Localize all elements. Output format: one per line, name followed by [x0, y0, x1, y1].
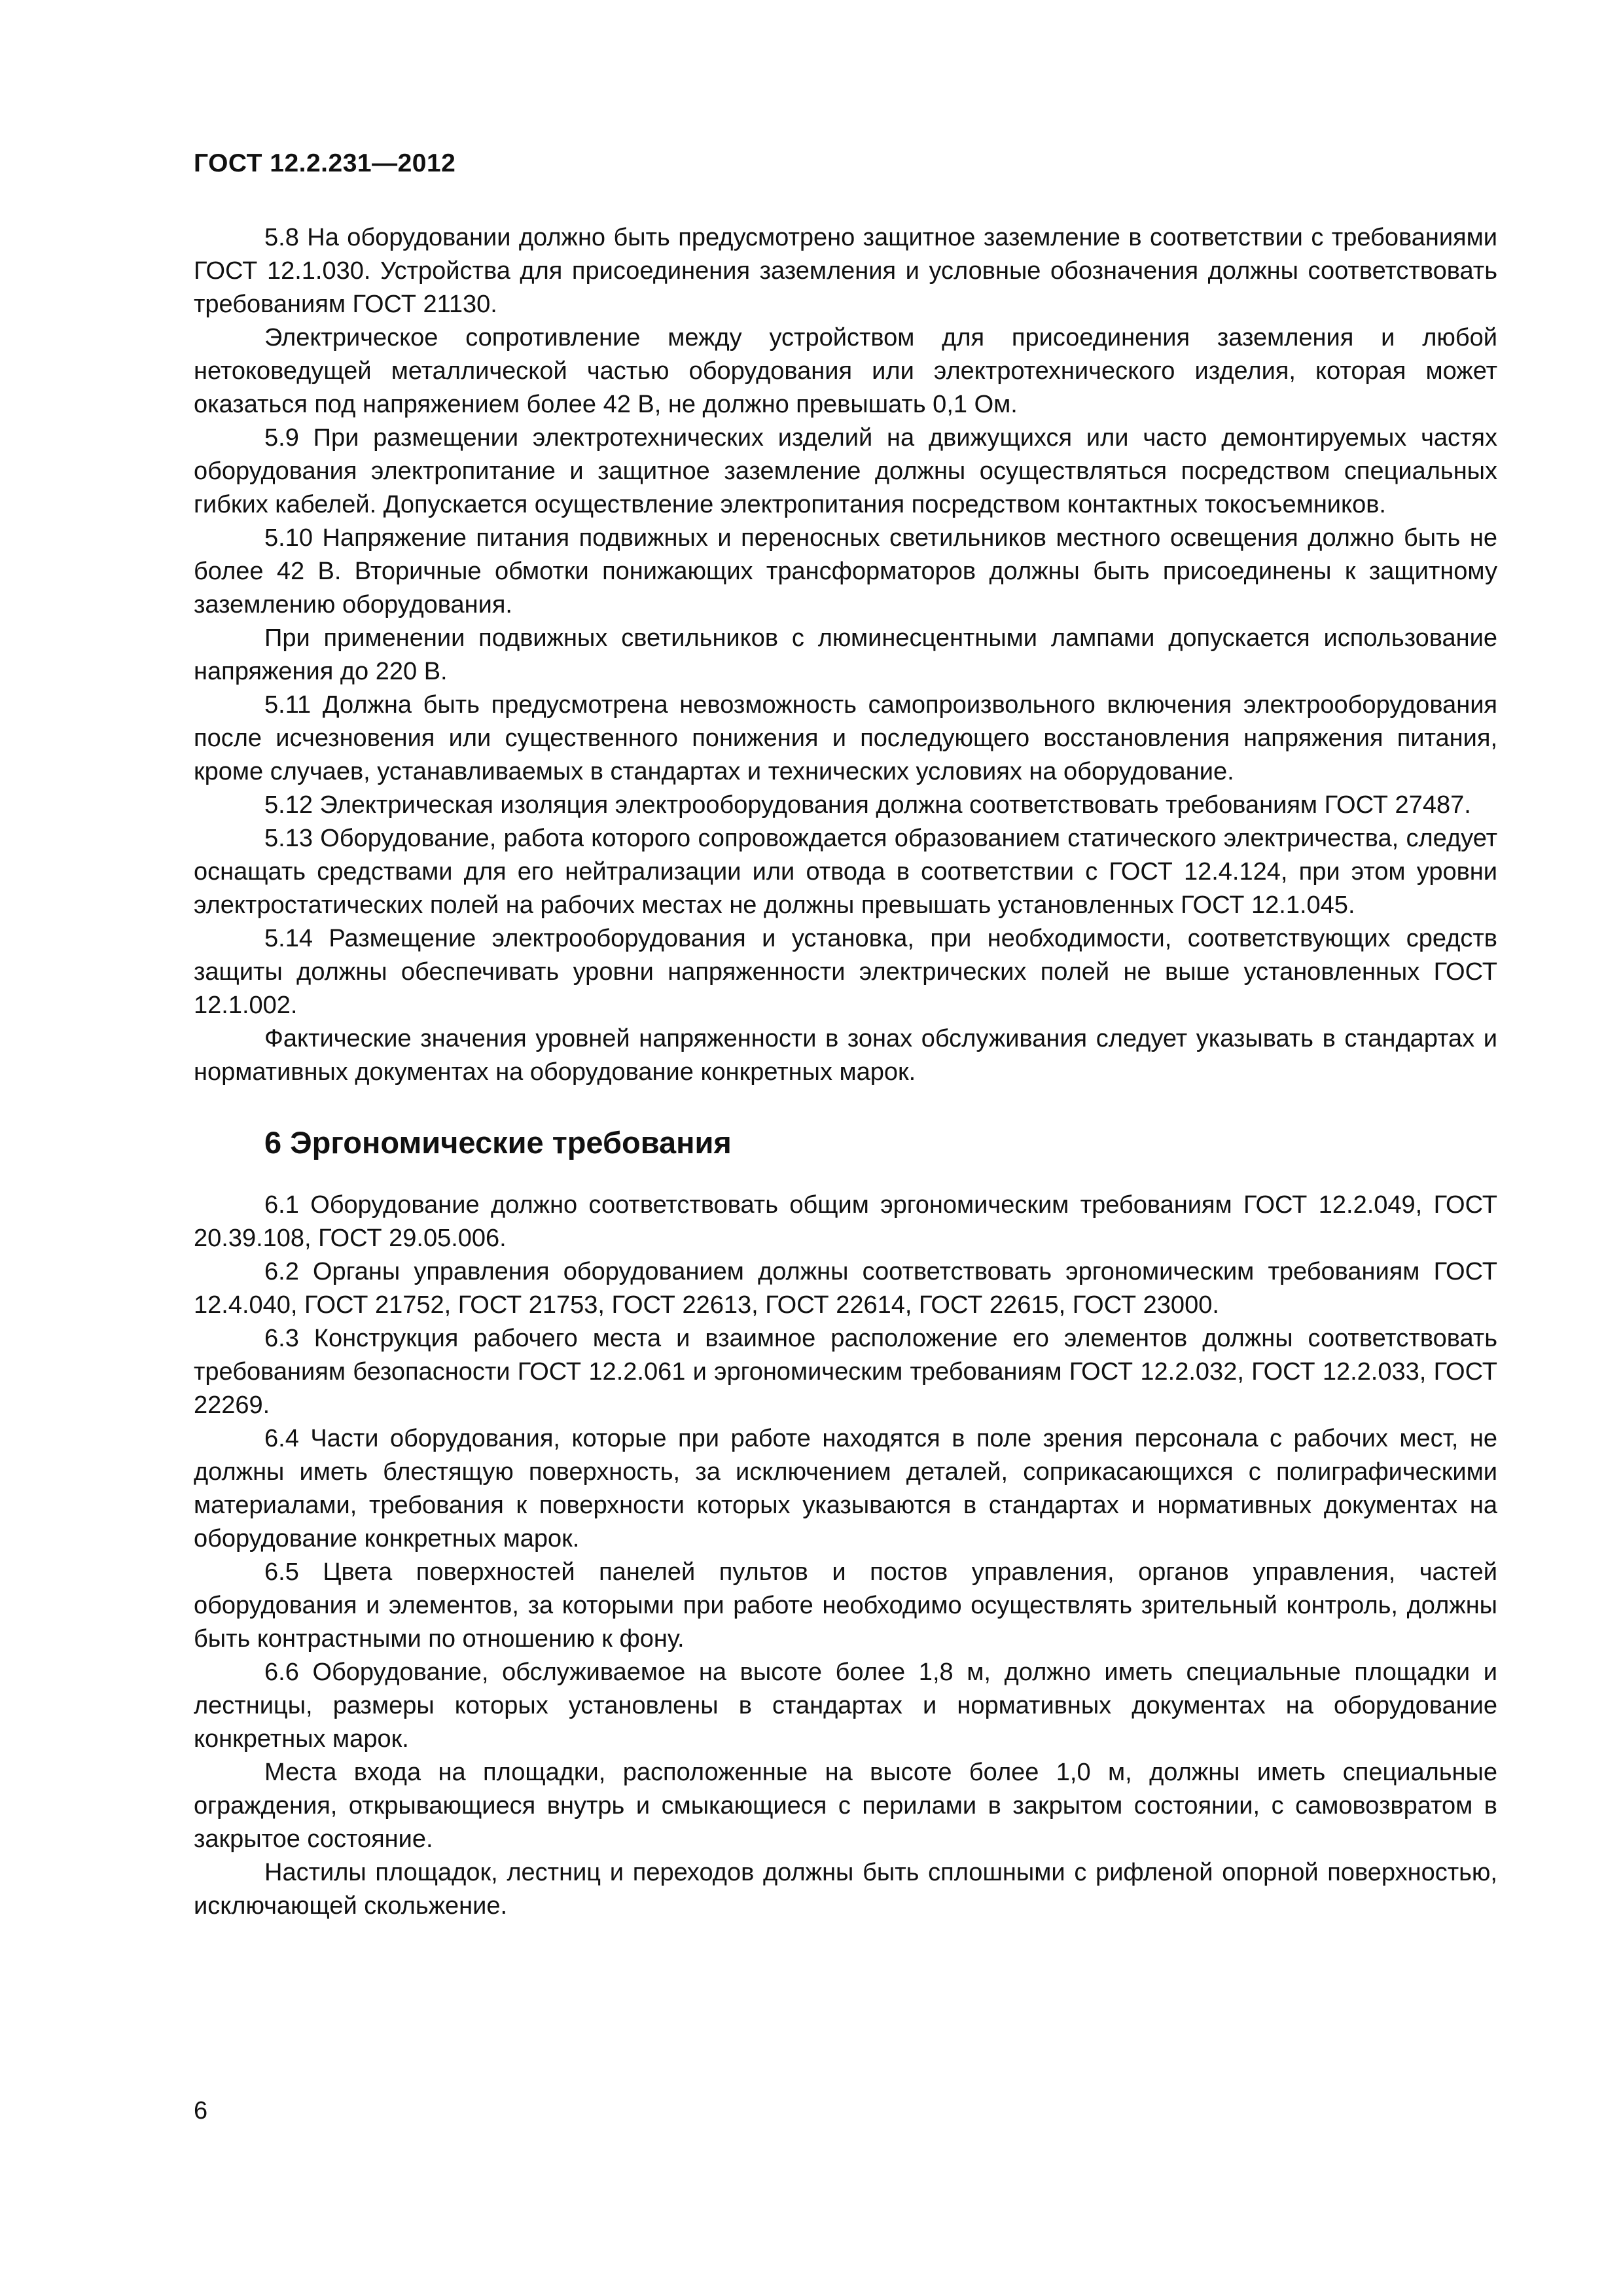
paragraph-5-9: 5.9 При размещении электротехнических изделий на движущихся или часто демонтируемых частях оборудования электропитание и защитное заземление должны осуществляться посредством специальных гибких кабелей. Допускается осуществление электропитания посредством контактных токосъемников. [194, 424, 1497, 518]
paragraph-6-6-flooring: Настилы площадок, лестниц и переходов должны быть сплошными с рифленой опорной поверхностью, исключающей скольжение. [194, 1859, 1497, 1920]
paragraph-6-5: 6.5 Цвета поверхностей панелей пультов и постов управления, органов управления, частей оборудования и элементов, за которыми при работе необходимо осуществлять зрительный контроль, должны быть контрастными по отношению к фону. [194, 1558, 1497, 1653]
paragraph-6-6-entry-points: Места входа на площадки, расположенные на высоте более 1,0 м, должны иметь специальные ограждения, открывающиеся внутрь и смыкающиеся с перилами в закрытом состоянии, с самовозвратом в закрытое состояние. [194, 1759, 1497, 1853]
paragraph-5-10-luminescent: При применении подвижных светильников с люминесцентными лампами допускается использование напряжения до 220 В. [194, 624, 1497, 685]
paragraph-5-8: 5.8 На оборудовании должно быть предусмотрено защитное заземление в соответствии с требованиями ГОСТ 12.1.030. Устройства для присоединения заземления и условные обозначения должны соответствовать требованиям ГОСТ 21130. [194, 224, 1497, 318]
paragraph-5-13: 5.13 Оборудование, работа которого сопровождается образованием статического электричества, следует оснащать средствами для его нейтрализации или отвода в соответствии с ГОСТ 12.4.124, при этом уровни электростатических полей на рабочих местах не должны превышать установленных ГОСТ 12.1.045. [194, 825, 1497, 919]
paragraph-5-11: 5.11 Должна быть предусмотрена невозможность самопроизвольного включения электрооборудования после исчезновения или существенного понижения и последующего восстановления напряжения питания, кроме случаев, устанавливаемых в стандартах и технических условиях на оборудование. [194, 691, 1497, 785]
paragraph-6-4: 6.4 Части оборудования, которые при работе находятся в поле зрения персонала с рабочих мест, не должны иметь блестящую поверхность, за исключением деталей, соприкасающихся с полиграфическими материалами, требования к поверхности которых указываются в стандартах и нормативных документах на оборудование конкретных марок. [194, 1425, 1497, 1552]
paragraph-5-14-actual-values: Фактические значения уровней напряженности в зонах обслуживания следует указывать в стандартах и нормативных документах на оборудование конкретных марок. [194, 1025, 1497, 1086]
paragraph-6-1: 6.1 Оборудование должно соответствовать общим эргономическим требованиям ГОСТ 12.2.049, ГОСТ 20.39.108, ГОСТ 29.05.006. [194, 1191, 1497, 1252]
paragraph-5-12: 5.12 Электрическая изоляция электрооборудования должна соответствовать требованиям ГОСТ 27487. [264, 791, 1471, 819]
document-header: ГОСТ 12.2.231—2012 [194, 149, 456, 177]
paragraph-5-8-resistance: Электрическое сопротивление между устройством для присоединения заземления и любой нетоковедущей металлической частью оборудования или электротехнического изделия, которая может оказаться под напряжением более 42 В, не должно превышать 0,1 Ом. [194, 324, 1497, 418]
page-number: 6 [194, 2097, 208, 2125]
paragraph-6-6: 6.6 Оборудование, обслуживаемое на высоте более 1,8 м, должно иметь специальные площадки и лестницы, размеры которых установлены в стандартах и нормативных документах на оборудование конкретных марок. [194, 1659, 1497, 1753]
section-6-heading: 6 Эргономические требования [264, 1125, 732, 1160]
paragraph-6-2: 6.2 Органы управления оборудованием должны соответствовать эргономическим требованиям ГОСТ 12.4.040, ГОСТ 21752, ГОСТ 21753, ГОСТ 22613, ГОСТ 22614, ГОСТ 22615, ГОСТ 23000. [194, 1258, 1497, 1319]
paragraph-6-3: 6.3 Конструкция рабочего места и взаимное расположение его элементов должны соответствовать требованиям безопасности ГОСТ 12.2.061 и эргономическим требованиям ГОСТ 12.2.032, ГОСТ 12.2.033, ГОСТ 22269. [194, 1325, 1497, 1419]
paragraph-5-10: 5.10 Напряжение питания подвижных и переносных светильников местного освещения должно быть не более 42 В. Вторичные обмотки понижающих трансформаторов должны быть присоединены к защитному заземлению оборудования. [194, 524, 1497, 619]
document-body [194, 221, 1497, 1923]
paragraph-5-14: 5.14 Размещение электрооборудования и установка, при необходимости, соответствующих средств защиты должны обеспечивать уровни напряженности электрических полей не выше установленных ГОСТ 12.1.002. [194, 925, 1497, 1019]
